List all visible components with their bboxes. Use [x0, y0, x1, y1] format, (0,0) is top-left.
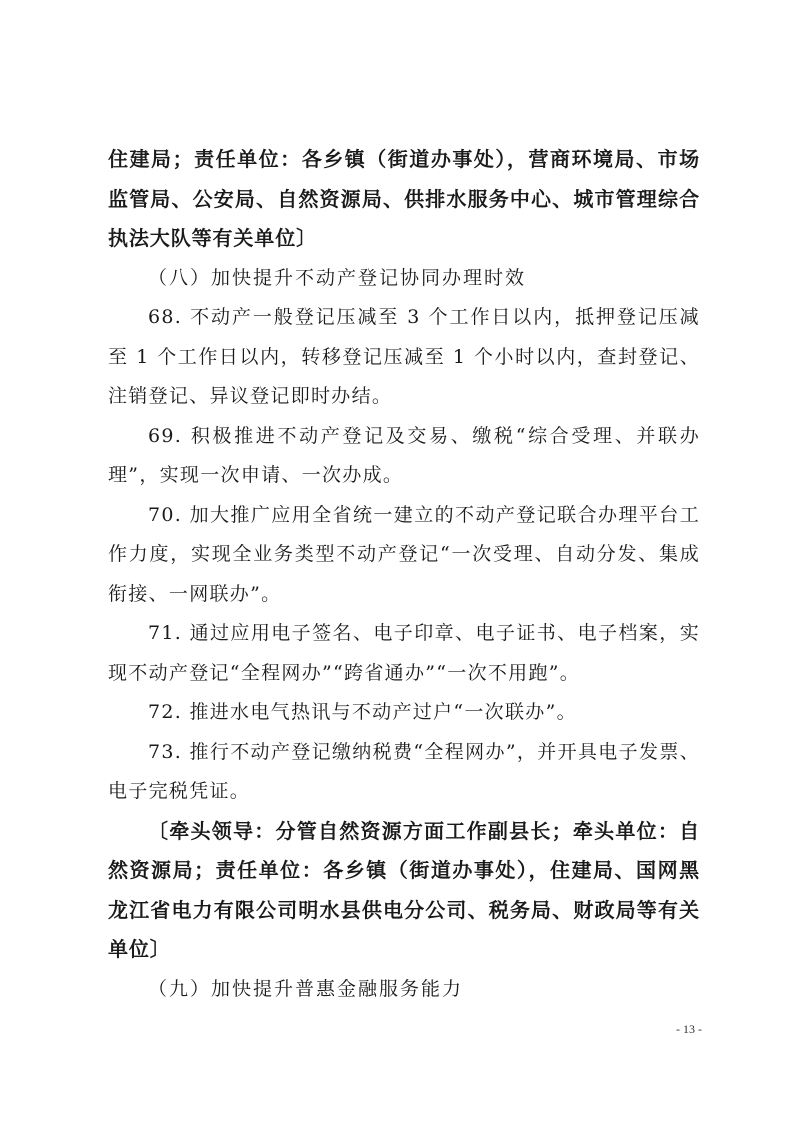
item-69-paragraph: 69. 积极推进不动产登记及交易、缴税“综合受理、并联办理”，实现一次申请、一次办成。: [108, 424, 700, 486]
item-70-paragraph: 70. 加大推广应用全省统一建立的不动产登记联合办理平台工作力度，实现全业务类型不动产登记“一次受理、自动分发、集成衔接、一网联办”。: [108, 503, 700, 605]
document-body: [108, 140, 700, 1009]
item-68-paragraph: 68. 不动产一般登记压减至 3 个工作日以内，抵押登记压减至 1 个工作日以内，转移登记压减至 1 个小时以内，查封登记、注销登记、异议登记即时办结。: [108, 306, 700, 407]
section-heading-8: （八）加快提升不动产登记协同办理时效: [148, 266, 527, 289]
item-73-paragraph: 73. 推行不动产登记缴纳税费“全程网办”，并开具电子发票、电子完税凭证。: [108, 740, 700, 802]
page-number: - 13 -: [676, 1022, 702, 1036]
responsibility-paragraph: 〔牵头领导：分管自然资源方面工作副县长；牵头单位：自然资源局；责任单位：各乡镇（街道办事处），住建局、国网黑龙江省电力有限公司明水县供电分公司、税务局、财政局等有关单位〕: [108, 818, 700, 961]
section-heading-9: （九）加快提升普惠金融服务能力: [148, 977, 464, 1000]
item-72-paragraph: 72. 推进水电气热讯与不动产过户“一次联办”。: [148, 701, 577, 723]
item-71-paragraph: 71. 通过应用电子签名、电子印章、电子证书、电子档案，实现不动产登记“全程网办”“跨省通办”“一次不用跑”。: [108, 622, 700, 684]
responsibility-paragraph-continued: 住建局；责任单位：各乡镇（街道办事处），营商环境局、市场监管局、公安局、自然资源局、供排水服务中心、城市管理综合执法大队等有关单位〕: [108, 147, 700, 250]
